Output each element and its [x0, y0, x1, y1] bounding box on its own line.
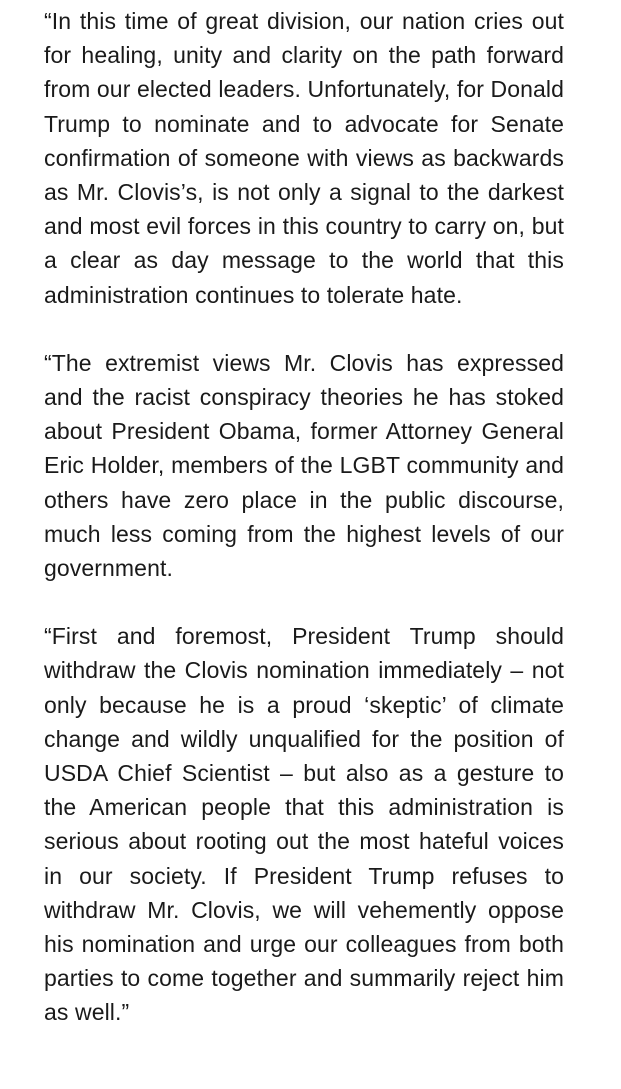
statement-document: [44, 4, 564, 1030]
statement-paragraph-3: “First and foremost, President Trump should withdraw the Clovis nomination immediately – not only because he is a proud ‘skeptic’ of climate change and wildly unqualified for the position of USDA Chief Scientist – but also as a gesture to the American people that this administration is serious about rooting out the most hateful voices in our society. If President Trump refuses to withdraw Mr. Clovis, we will vehemently oppose his nomination and urge our colleagues from both parties to come together and summarily reject him as well.”: [44, 623, 564, 1026]
statement-paragraph-2: “The extremist views Mr. Clovis has expressed and the racist conspiracy theories he has stoked about President Obama, former Attorney General Eric Holder, members of the LGBT community and others have zero place in the public discourse, much less coming from the highest levels of our government.: [44, 349, 564, 582]
statement-paragraph-1: “In this time of great division, our nation cries out for healing, unity and clarity on the path forward from our elected leaders. Unfortunately, for Donald Trump to nominate and to advocate for Senate confirmation of someone with views as backwards as Mr. Clovis’s, is not only a signal to the darkest and most evil forces in this country to carry on, but a clear as day message to the world that this administration continues to tolerate hate.: [44, 8, 564, 308]
